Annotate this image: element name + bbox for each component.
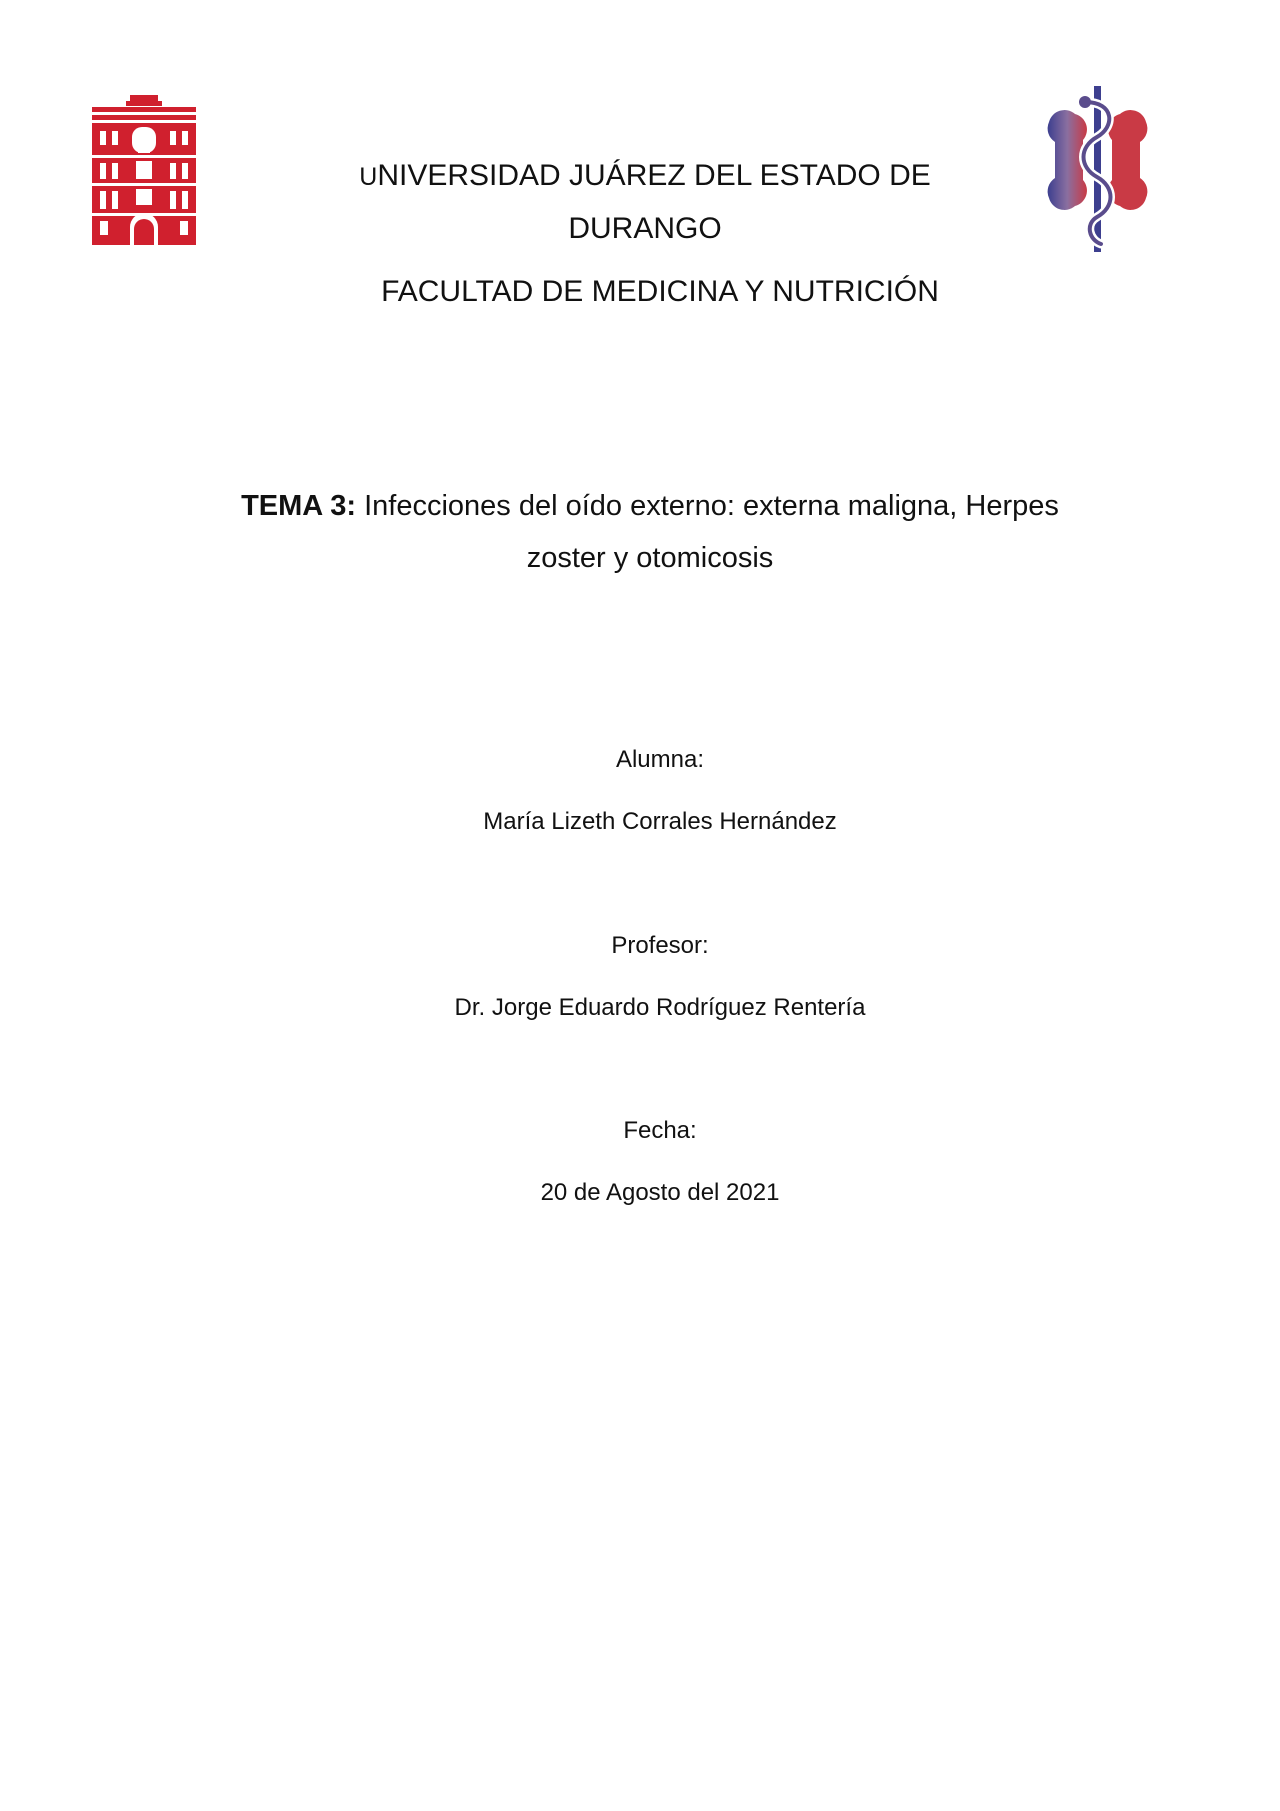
- teacher-name: Dr. Jorge Eduardo Rodríguez Rentería: [454, 994, 866, 1021]
- faculty-name: FACULTAD DE MEDICINA Y NUTRICIÓN: [381, 275, 939, 308]
- topic-title: [0, 480, 1280, 584]
- date-label: Fecha:: [623, 1117, 697, 1144]
- topic-text: Infecciones del oído externo: externa maligna, Herpes zoster y otomicosis: [356, 490, 1059, 574]
- date-value: 20 de Agosto del 2021: [540, 1179, 780, 1206]
- university-name-initial: U: [359, 163, 378, 191]
- university-name-rest: NIVERSIDAD JUÁREZ DEL ESTADO DE DURANGO: [377, 159, 931, 245]
- student-name: María Lizeth Corrales Hernández: [483, 808, 837, 835]
- topic-label: TEMA 3:: [241, 490, 357, 522]
- university-name: [0, 150, 1280, 255]
- student-label: Alumna:: [615, 746, 705, 773]
- teacher-label: Profesor:: [611, 932, 709, 959]
